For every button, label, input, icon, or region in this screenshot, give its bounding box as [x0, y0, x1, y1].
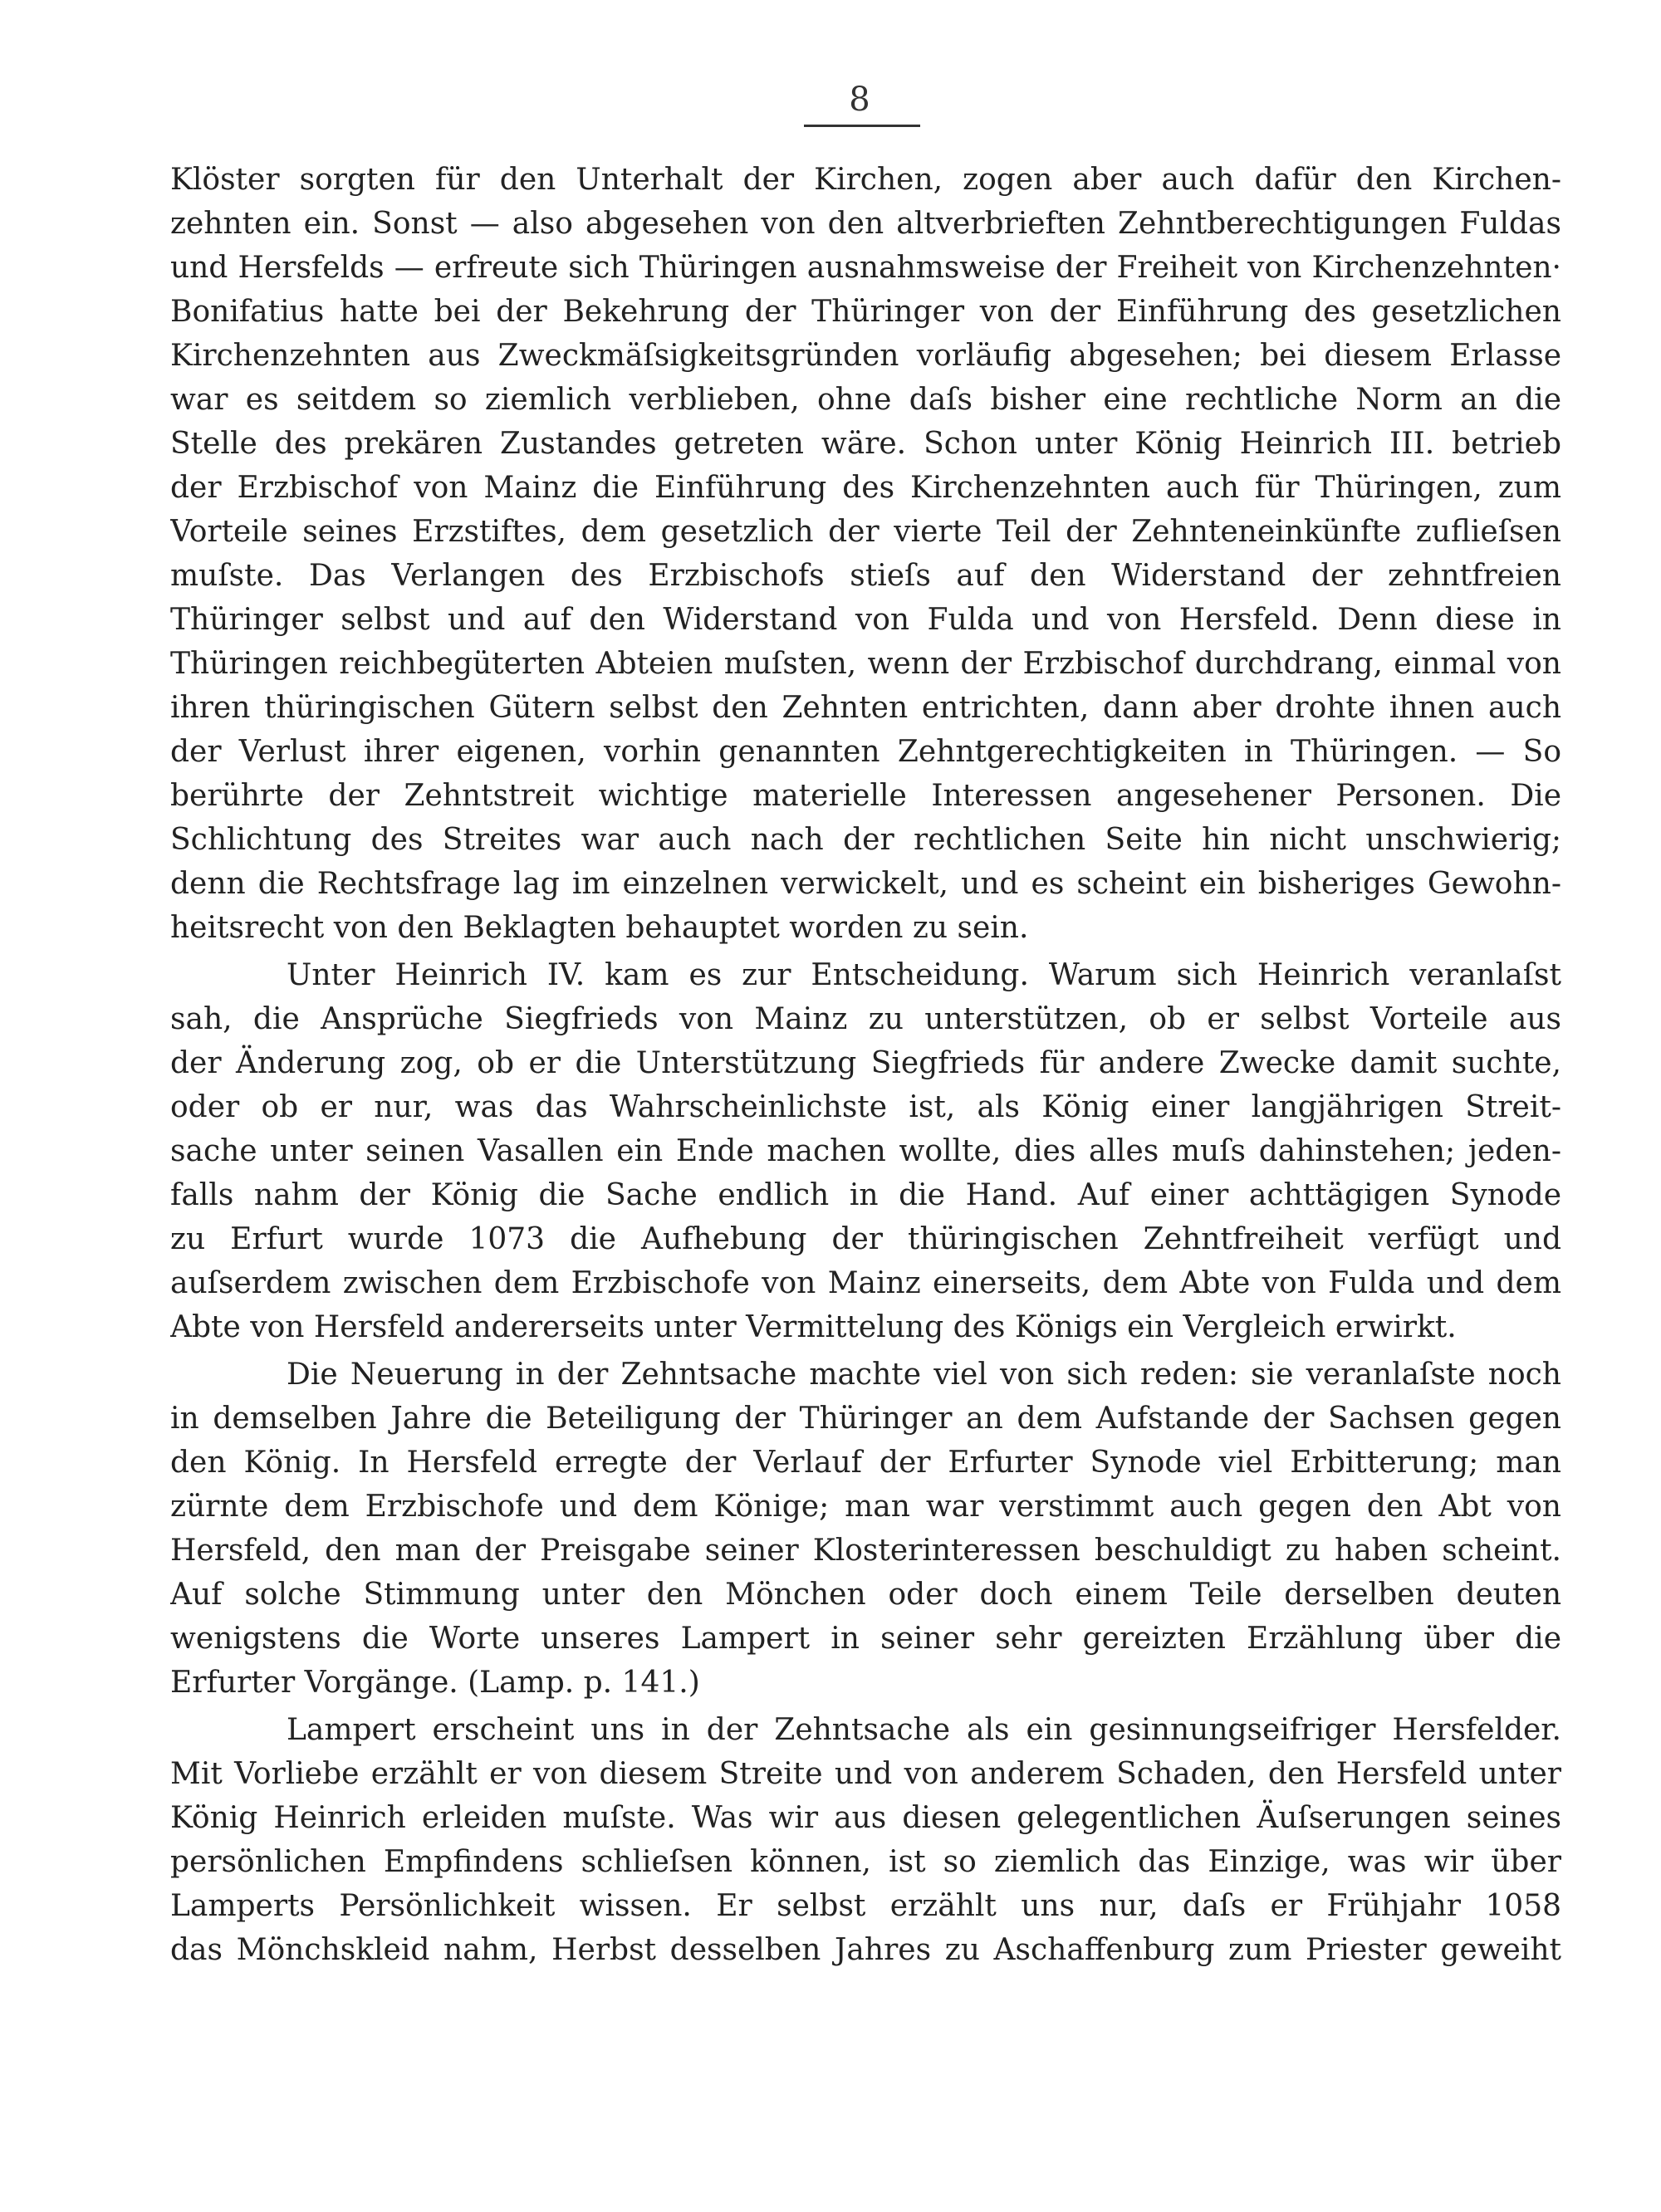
text-line: falls nahm der König die Sache endlich in die Hand. Auf einer achttägigen Synode — [170, 1178, 1561, 1212]
text-line: auſserdem zwischen dem Erzbischofe von Mainz einerseits, dem Abte von Fulda und dem — [170, 1266, 1561, 1300]
text-line: denn die Rechtsfrage lag im einzelnen verwickelt, und es scheint ein bisheriges Gewohn- — [170, 867, 1561, 901]
text-line: der Änderung zog, ob er die Unterstützung Siegfrieds für andere Zwecke damit suchte, — [170, 1046, 1561, 1080]
text-line: oder ob er nur, was das Wahrscheinlichste ist, als König einer langjährigen Streit- — [170, 1090, 1561, 1124]
text-line: wenigstens die Worte unseres Lampert in seiner sehr gereizten Erzählung über die — [170, 1622, 1561, 1656]
page-number: 8 — [849, 81, 870, 119]
text-line: Lamperts Persönlichkeit wissen. Er selbst erzählt uns nur, daſs er Frühjahr 1058 — [170, 1889, 1561, 1923]
text-line: in demselben Jahre die Beteiligung der Thüringer an dem Aufstande der Sachsen gegen — [170, 1402, 1561, 1436]
text-line: Thüringer selbst und auf den Widerstand von Fulda und von Hersfeld. Denn diese in — [170, 603, 1561, 637]
text-line: muſste. Das Verlangen des Erzbischofs stieſs auf den Widerstand der zehntfreien — [170, 559, 1561, 593]
text-line: und Hersfelds — erfreute sich Thüringen ausnahmsweise der Freiheit von Kirchenzehnten· — [170, 251, 1561, 285]
text-line: zürnte dem Erzbischofe und dem Könige; man war verstimmt auch gegen den Abt von — [170, 1490, 1561, 1524]
text-line: Stelle des prekären Zustandes getreten wäre. Schon unter König Heinrich III. betrieb — [170, 427, 1561, 461]
text-line: berührte der Zehntstreit wichtige materielle Interessen angesehener Personen. Die — [170, 779, 1561, 813]
text-line: Vorteile seines Erzstiftes, dem gesetzlich der vierte Teil der Zehnteneinkünfte zuflieſsen — [170, 515, 1561, 549]
text-line: Hersfeld, den man der Preisgabe seiner Klosterinteressen beschuldigt zu haben scheint. — [170, 1534, 1561, 1568]
text-line: den König. In Hersfeld erregte der Verlauf der Erfurter Synode viel Erbitterung; man — [170, 1446, 1561, 1480]
text-line: sah, die Ansprüche Siegfrieds von Mainz zu unterstützen, ob er selbst Vorteile aus — [170, 1002, 1561, 1036]
text-line: König Heinrich erleiden muſste. Was wir aus diesen gelegentlichen Äuſserungen seines — [170, 1801, 1561, 1835]
paragraph-first-line: Die Neuerung in der Zehntsache machte viel von sich reden: sie veranlaſste noch — [287, 1358, 1561, 1392]
text-line: zu Erfurt wurde 1073 die Aufhebung der thüringischen Zehntfreiheit verfügt und — [170, 1222, 1561, 1256]
text-line: zehnten ein. Sonst — also abgesehen von den altverbrieften Zehntberechtigungen Fuldas — [170, 207, 1561, 241]
text-line: Mit Vorliebe erzählt er von diesem Streite und von anderem Schaden, den Hersfeld unter — [170, 1757, 1561, 1791]
text-line: ihren thüringischen Gütern selbst den Zehnten entrichten, dann aber drohte ihnen auch — [170, 691, 1561, 725]
text-line: Abte von Hersfeld andererseits unter Vermittelung des Königs ein Vergleich erwirkt. — [170, 1310, 1457, 1344]
text-line: Bonifatius hatte bei der Bekehrung der Thüringer von der Einführung des gesetzlichen — [170, 295, 1561, 329]
text-line: Schlichtung des Streites war auch nach der rechtlichen Seite hin nicht unschwierig; — [170, 823, 1561, 857]
text-line: der Verlust ihrer eigenen, vorhin genannten Zehntgerechtigkeiten in Thüringen. — So — [170, 735, 1561, 769]
text-line: war es seitdem so ziemlich verblieben, ohne daſs bisher eine rechtliche Norm an die — [170, 383, 1561, 417]
text-line: der Erzbischof von Mainz die Einführung des Kirchenzehnten auch für Thüringen, zum — [170, 471, 1561, 505]
text-line: Erfurter Vorgänge. (Lamp. p. 141.) — [170, 1666, 700, 1700]
paragraph-first-line: Lampert erscheint uns in der Zehntsache als ein gesinnungseifriger Hersfelder. — [287, 1713, 1561, 1747]
body-text — [170, 158, 1561, 1972]
text-line: das Mönchskleid nahm, Herbst desselben Jahres zu Aschaffenburg zum Priester geweiht — [170, 1933, 1561, 1967]
text-line: persönlichen Empfindens schlieſsen können, ist so ziemlich das Einzige, was wir über — [170, 1845, 1561, 1879]
page-number-rule — [804, 125, 920, 127]
text-line: Klöster sorgten für den Unterhalt der Kirchen, zogen aber auch dafür den Kirchen- — [170, 163, 1561, 197]
text-line: Kirchenzehnten aus Zweckmäſsigkeitsgründen vorläufig abgesehen; bei diesem Erlasse — [170, 339, 1561, 373]
text-line: Auf solche Stimmung unter den Mönchen oder doch einem Teile derselben deuten — [170, 1578, 1561, 1612]
paragraph-first-line: Unter Heinrich IV. kam es zur Entscheidung. Warum sich Heinrich veranlaſst — [287, 958, 1561, 992]
text-line: sache unter seinen Vasallen ein Ende machen wollte, dies alles muſs dahinstehen; jeden- — [170, 1134, 1561, 1168]
text-line: heitsrecht von den Beklagten behauptet worden zu sein. — [170, 911, 1029, 945]
text-line: Thüringen reichbegüterten Abteien muſsten, wenn der Erzbischof durchdrang, einmal von — [170, 647, 1561, 681]
